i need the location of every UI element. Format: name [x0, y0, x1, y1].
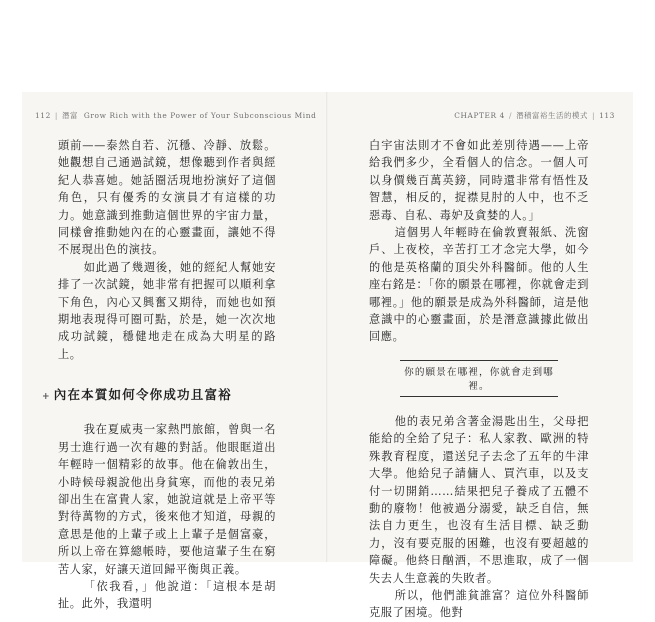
paragraph: 「依我看，」他說道：「這根本是胡扯。此外，我還明 [58, 579, 276, 611]
paragraph: 所以，他們誰貧誰富？這位外科醫師克服了困境。他對 [369, 588, 589, 620]
section-heading-text: 內在本質如何令你成功且富裕 [53, 387, 232, 403]
right-page-number: 113 [599, 111, 615, 120]
right-page-body [369, 137, 589, 622]
header-separator: | [591, 111, 596, 120]
page-gutter [326, 92, 328, 562]
section-marker: + [42, 392, 51, 403]
paragraph: 我在夏威夷一家熱門旅館，曾與一名男士進行過一次有趣的對話。他眼眶道出年輕時一個精彩的故事。他在倫敦出生，小時候母親說他出身貧寒，而他的表兄弟卻出生在富貴人家，她說這就是上帝平等對待萬物的方式，後來他才知道，母親的意思是他的上輩子或上上輩子是個富豪，所以上帝在算總帳時，要他這輩子生在窮苦人家，好讓天道回歸平衡與正義。 [58, 423, 276, 576]
paragraph: 這個男人年輕時在倫敦賣報紙、洗窗戶、上夜校，辛苦打工才念完大學，如今的他是英格蘭的頂尖外科醫師。他的人生座右銘是：「你的願景在哪裡，你就會走到哪裡。」他的願景是成為外科醫師，這是他意識中的心靈畫面，於是潛意識據此做出回應。 [369, 226, 589, 344]
right-chapter-label: CHAPTER 4 [454, 111, 505, 120]
paragraph: 白宇宙法則才不會如此差別待遇——上帝給我們多少，全看個人的信念。一個人可以身價幾百萬英鎊，同時還非常有悟性及智慧，相反的，捉襟見肘的人中，也不乏惡毒、自私、毒妒及貪婪的人。」 [369, 139, 589, 222]
paragraph: 頭前——泰然自若、沉穩、冷靜、放鬆。她觀想自己通過試鏡，想像聽到作者與經紀人恭喜她。她話圈活現地扮演好了這個角色，只有優秀的女演員才有這樣的功力。她意識到推動這個世界的宇宙力量，同樣會推動她內在的心靈畫面，讓她不得不展現出色的演技。 [58, 139, 276, 257]
header-separator: | [54, 111, 59, 120]
right-chapter-title: 潛積富裕生活的模式 [516, 111, 588, 120]
header-separator: / [508, 111, 513, 120]
left-book-subtitle: Grow Rich with the Power of Your Subconscious Mind [83, 111, 317, 120]
left-running-header [35, 110, 316, 121]
left-page-number: 112 [35, 111, 51, 120]
paragraph: 他的表兄弟含著金湯匙出生，父母把能給的全給了兒子：私人家教、歐洲的特殊教育程度，還送兒子去念了五年的牛津大學。他給兒子請傭人、買汽車，以及支付一切開銷……結果把兒子養成了五體不動的廢物！他被過分溺愛，缺乏自信，無法自力更生，也沒有生活目標、缺乏動力，沒有要克服的困難，也沒有要超越的障礙。他終日酗酒，不思進取，成了一個失去人生意義的失敗者。 [369, 414, 589, 585]
section-heading [42, 385, 276, 403]
paragraph: 如此過了幾週後，她的經紀人幫她安排了一次試鏡，她非常有把握可以順利拿下角色，內心又興奮又期待，而她也如預期地表現得可圈可點，於是，她一次次地成功試鏡，穩健地走在成為大明星的路上。 [58, 260, 276, 361]
left-page-body [42, 137, 276, 613]
pull-quote: 你的願景在哪裡，你就會走到哪裡。 [400, 360, 558, 397]
left-book-title: 潛富 [62, 111, 78, 120]
right-running-header [454, 110, 615, 121]
